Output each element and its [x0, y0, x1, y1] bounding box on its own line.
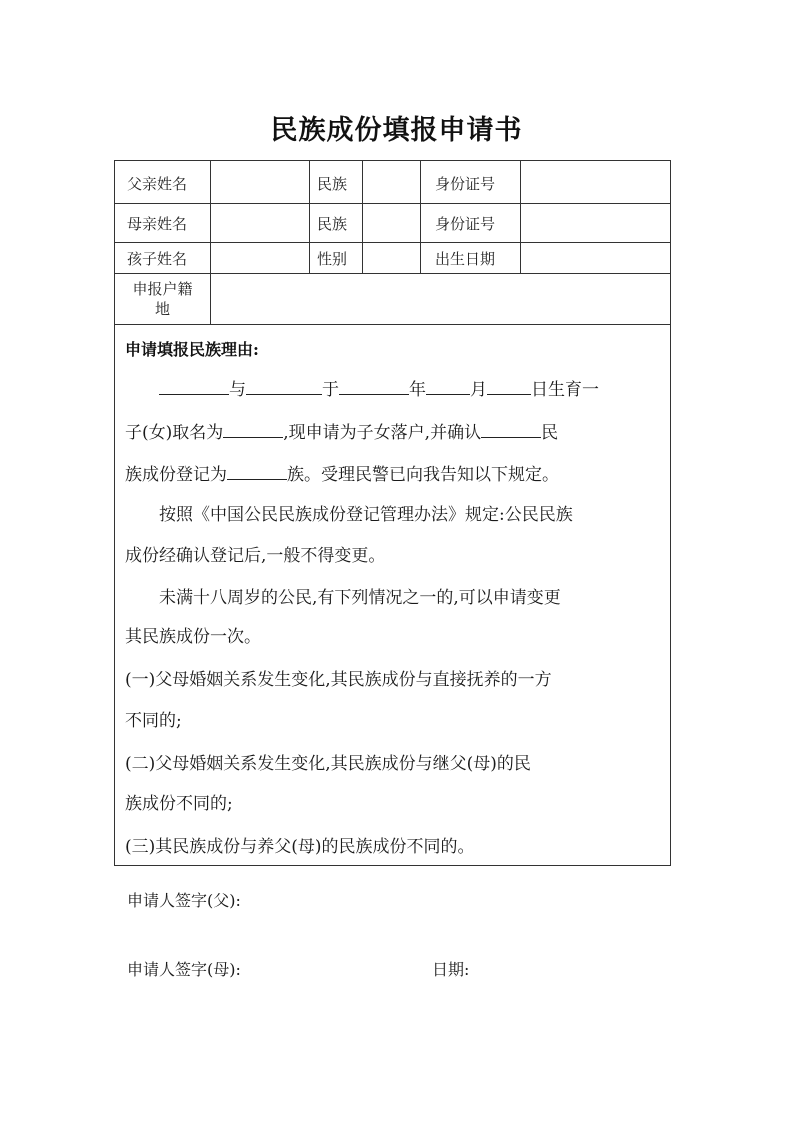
- col-divider: [309, 161, 310, 273]
- col-divider: [520, 161, 521, 273]
- month-blank[interactable]: [426, 377, 470, 395]
- apply-text: ,现申请为子女落户,并确认: [283, 423, 482, 443]
- mother-blank[interactable]: [246, 377, 322, 395]
- reason-line-10: (二)父母婚姻关系发生变化,其民族成份与继父(母)的民: [125, 754, 531, 774]
- reason-line-4: 按照《中国公民民族成份登记管理办法》规定:公民民族: [159, 505, 573, 525]
- month-text: 月: [470, 380, 487, 400]
- reason-line-3: [125, 462, 559, 487]
- reason-line-7: 其民族成份一次。: [125, 627, 261, 647]
- row-divider: [115, 324, 670, 325]
- father-blank[interactable]: [159, 377, 229, 395]
- reason-line-1: [159, 377, 599, 402]
- row-divider: [115, 273, 670, 274]
- mother-ethnicity-field[interactable]: [366, 206, 416, 240]
- date-label: 日期:: [432, 960, 470, 979]
- reason-line-12: (三)其民族成份与养父(母)的民族成份不同的。: [125, 837, 475, 857]
- mother-id-field[interactable]: [525, 206, 665, 240]
- child-name-blank[interactable]: [223, 420, 283, 438]
- father-name-label: 父亲姓名: [127, 175, 188, 193]
- ethnic-text: 民: [541, 423, 559, 443]
- mother-name-field[interactable]: [215, 206, 305, 240]
- mother-ethnicity-label: 民族: [317, 215, 348, 233]
- mother-signature-label: 申请人签字(母):: [127, 960, 241, 979]
- hukou-field[interactable]: [215, 277, 665, 321]
- child-birth-date-label: 出生日期: [435, 250, 496, 268]
- hukou-label: [115, 279, 210, 319]
- reason-line-5: 成份经确认登记后,一般不得变更。: [125, 546, 386, 566]
- mother-name-label: 母亲姓名: [127, 215, 188, 233]
- reason-line-6: 未满十八周岁的公民,有下列情况之一的,可以申请变更: [159, 588, 561, 608]
- reason-line-9: 不同的;: [125, 711, 182, 731]
- row-divider: [115, 242, 670, 243]
- at-text: 于: [322, 380, 339, 400]
- father-signature-label: 申请人签字(父):: [127, 891, 241, 910]
- reason-line-11: 族成份不同的;: [125, 794, 233, 814]
- notice-text: 族。受理民警已向我告知以下规定。: [287, 465, 559, 485]
- document-title: 民族成份填报申请书: [270, 115, 523, 146]
- father-ethnicity-field[interactable]: [366, 163, 416, 201]
- child-birth-date-field[interactable]: [525, 245, 665, 271]
- col-divider: [420, 161, 421, 273]
- day-blank[interactable]: [487, 377, 531, 395]
- ethnicity-register-blank[interactable]: [227, 462, 287, 480]
- with-text: 与: [229, 380, 246, 400]
- child-gender-field[interactable]: [366, 245, 416, 271]
- hukou-label-line1: 申报户籍: [132, 280, 193, 298]
- child-gender-label: 性别: [317, 250, 348, 268]
- father-name-field[interactable]: [215, 163, 305, 201]
- application-form: [114, 160, 671, 866]
- reason-line-8: (一)父母婚姻关系发生变化,其民族成份与直接抚养的一方: [125, 670, 552, 690]
- year-blank[interactable]: [339, 377, 409, 395]
- child-name-field[interactable]: [215, 245, 305, 271]
- reason-line-2: [125, 420, 558, 445]
- father-ethnicity-label: 民族: [317, 175, 348, 193]
- father-id-label: 身份证号: [435, 175, 496, 193]
- reason-title: 申请填报民族理由:: [125, 340, 259, 359]
- hukou-label-line2: 地: [154, 300, 170, 318]
- row-divider: [115, 203, 670, 204]
- ethnicity-confirm-blank[interactable]: [481, 420, 541, 438]
- col-divider: [362, 161, 363, 273]
- day-birth-text: 日生育一: [531, 380, 599, 400]
- father-id-field[interactable]: [525, 163, 665, 201]
- mother-id-label: 身份证号: [435, 215, 496, 233]
- child-named-text: 子(女)取名为: [125, 423, 224, 443]
- year-text: 年: [409, 380, 426, 400]
- child-name-label: 孩子姓名: [127, 250, 188, 268]
- col-divider: [210, 161, 211, 324]
- register-as-text: 族成份登记为: [125, 465, 227, 485]
